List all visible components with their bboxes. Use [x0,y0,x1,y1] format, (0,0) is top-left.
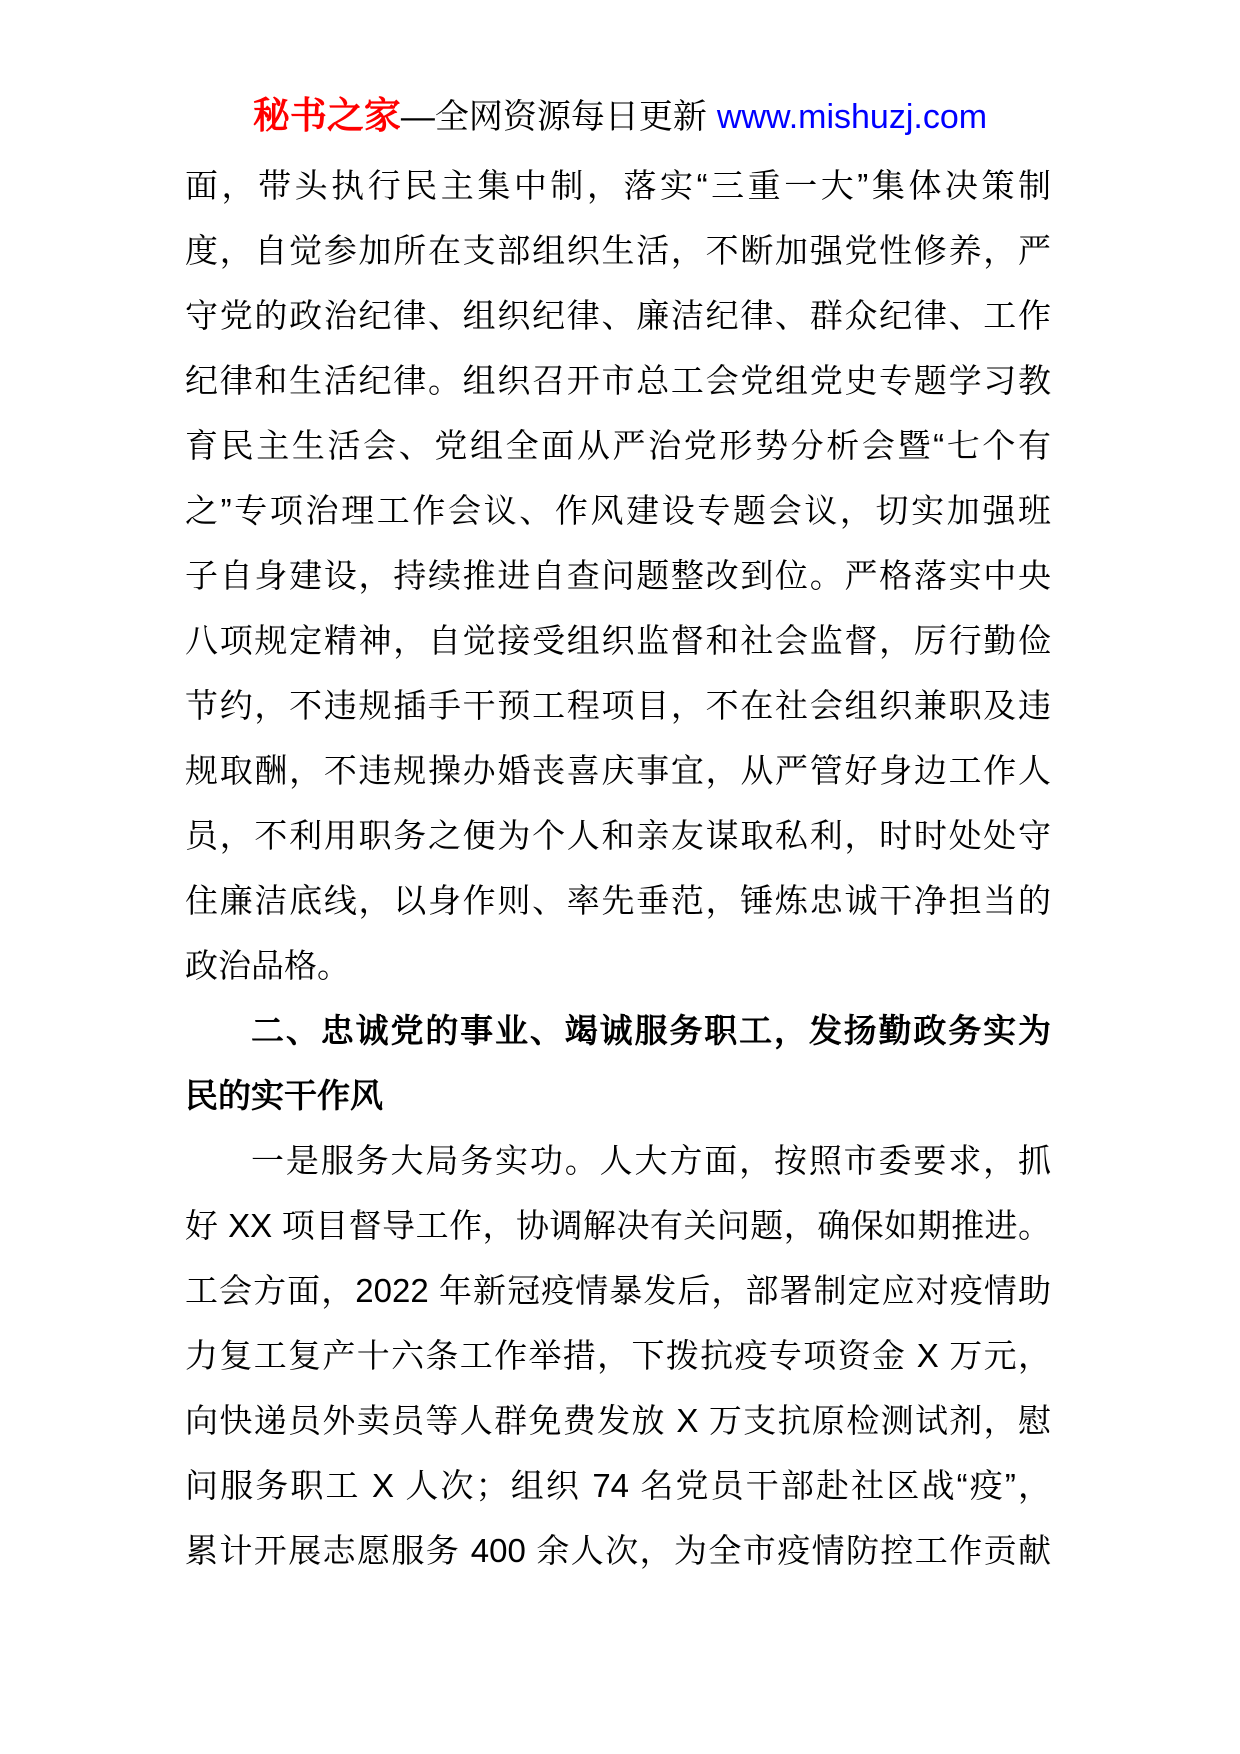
text-line: 二、忠诚党的事业、竭诚服务职工，发扬勤政务实为 [251,1012,1051,1049]
text-line: 子自身建设，持续推进自查问题整改到位。严格落实中央 [185,557,1051,594]
text-line: 节约，不违规插手干预工程项目，不在社会组织兼职及违 [185,687,1051,724]
text-line: 守党的政治纪律、组织纪律、廉洁纪律、群众纪律、工作 [185,297,1051,334]
site-header [0,92,1240,148]
text-line: 工会方面，2022 年新冠疫情暴发后，部署制定应对疫情助 [185,1272,1051,1309]
text-line: 一是服务大局务实功。人大方面，按照市委要求，抓 [251,1142,1051,1179]
site-brand: 秘书之家 [252,95,401,136]
document-body [185,153,1051,1583]
text-line: 度，自觉参加所在支部组织生活，不断加强党性修养，严 [185,232,1051,269]
text-line: 八项规定精神，自觉接受组织监督和社会监督，厉行勤俭 [185,622,1051,659]
text-line: 向快递员外卖员等人群免费发放 X 万支抗原检测试剂，慰 [185,1402,1051,1439]
text-line: 之”专项治理工作会议、作风建设专题会议，切实加强班 [185,492,1051,529]
paragraph-serving-overall-situation [185,1128,1051,1583]
text-line: 规取酬，不违规操办婚丧喜庆事宜，从严管好身边工作人 [185,752,1051,789]
text-line: 问服务职工 X 人次；组织 74 名党员干部赴社区战“疫”， [185,1467,1051,1504]
text-line: 累计开展志愿服务 400 余人次，为全市疫情防控工作贡献 [185,1532,1051,1569]
text-line: 力复工复产十六条工作举措，下拨抗疫专项资金 X 万元， [185,1337,1051,1374]
site-url-link[interactable]: www.mishuzj.com [716,98,988,136]
text-line: 好 XX 项目督导工作，协调解决有关问题，确保如期推进。 [185,1207,1051,1244]
text-line: 民的实干作风 [185,1077,383,1114]
heading-section-two [185,998,1051,1128]
site-tagline: —全网资源每日更新 [400,98,707,136]
paragraph-party-discipline [185,153,1051,998]
text-line: 员，不利用职务之便为个人和亲友谋取私利，时时处处守 [185,817,1051,854]
text-line: 育民主生活会、党组全面从严治党形势分析会暨“七个有 [185,427,1051,464]
text-line: 面，带头执行民主集中制，落实“三重一大”集体决策制 [185,167,1051,204]
text-line: 纪律和生活纪律。组织召开市总工会党组党史专题学习教 [185,362,1051,399]
text-line: 住廉洁底线，以身作则、率先垂范，锤炼忠诚干净担当的 [185,882,1051,919]
text-line: 政治品格。 [185,947,350,984]
